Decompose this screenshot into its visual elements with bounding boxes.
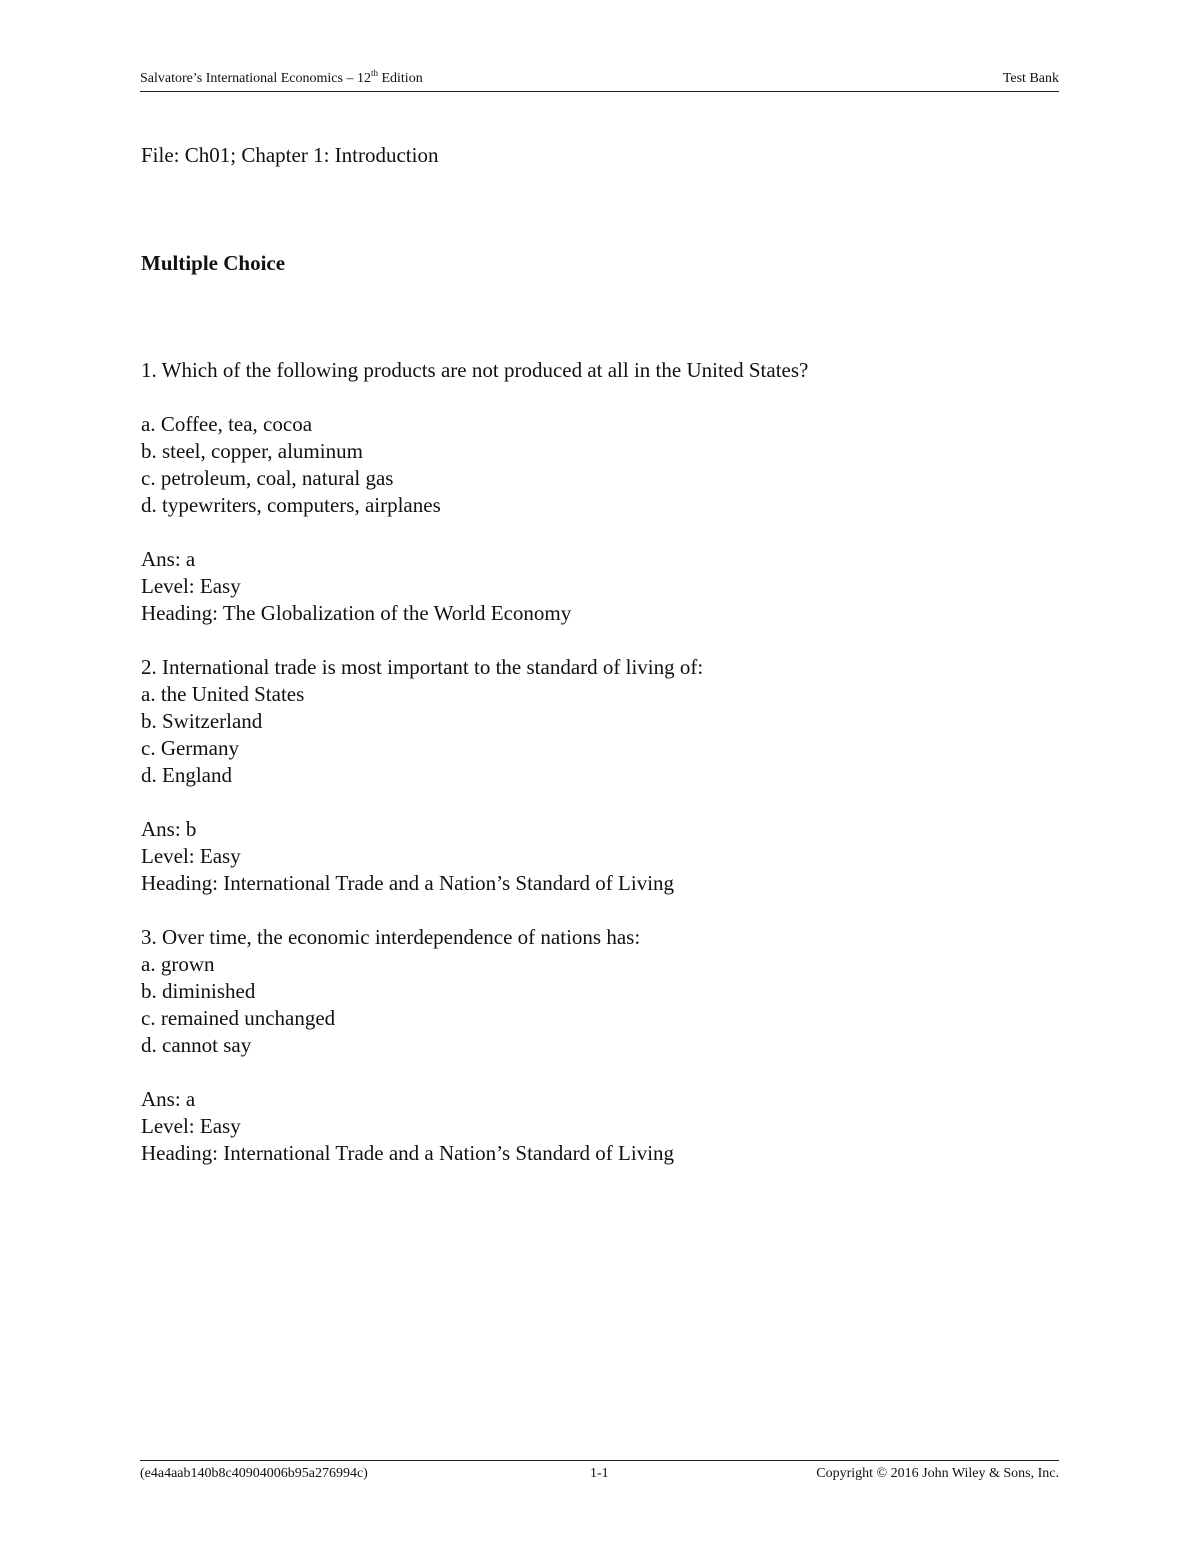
header-label: Test Bank	[1002, 71, 1059, 86]
answer-option: c. petroleum, coal, natural gas	[141, 466, 394, 490]
answer-option: b. Switzerland	[141, 709, 263, 733]
topic-heading: Heading: International Trade and a Nation’s Standard of Living	[141, 1141, 675, 1165]
question	[141, 654, 1061, 924]
page-footer	[140, 1460, 1059, 1491]
book-title: Salvatore’s International Economics – 12th Edition	[140, 68, 423, 86]
topic-heading: Heading: The Globalization of the World Economy	[141, 601, 572, 625]
difficulty-level: Level: Easy	[141, 574, 241, 598]
question-stem: 1. Which of the following products are not produced at all in the United States?	[141, 358, 809, 382]
topic-heading: Heading: International Trade and a Nation’s Standard of Living	[141, 871, 675, 895]
answer-key: Ans: a	[141, 547, 196, 571]
answer-option: a. Coffee, tea, cocoa	[141, 412, 313, 436]
answer-option: c. Germany	[141, 736, 239, 760]
question-stem: 3. Over time, the economic interdependence of nations has:	[141, 925, 641, 949]
section-title: Multiple Choice	[141, 251, 286, 275]
edition-superscript: th	[370, 68, 378, 78]
answer-key: Ans: a	[141, 1087, 196, 1111]
page-header	[140, 70, 1059, 92]
file-line: File: Ch01; Chapter 1: Introduction	[141, 143, 439, 167]
question	[141, 924, 1061, 1167]
difficulty-level: Level: Easy	[141, 1114, 241, 1138]
answer-option: c. remained unchanged	[141, 1006, 336, 1030]
answer-option: d. England	[141, 763, 232, 787]
difficulty-level: Level: Easy	[141, 844, 241, 868]
question	[141, 357, 1061, 654]
document-hash: (e4a4aab140b8c40904006b95a276994c)	[140, 1466, 368, 1481]
answer-option: d. cannot say	[141, 1033, 252, 1057]
copyright-notice: Copyright © 2016 John Wiley & Sons, Inc.	[816, 1466, 1059, 1481]
question-stem: 2. International trade is most important to the standard of living of:	[141, 655, 704, 679]
document-body	[141, 142, 1061, 1167]
answer-option: d. typewriters, computers, airplanes	[141, 493, 441, 517]
answer-option: a. the United States	[141, 682, 305, 706]
answer-option: b. diminished	[141, 979, 256, 1003]
answer-option: a. grown	[141, 952, 215, 976]
answer-key: Ans: b	[141, 817, 197, 841]
page-number: 1-1	[590, 1466, 609, 1481]
answer-option: b. steel, copper, aluminum	[141, 439, 363, 463]
